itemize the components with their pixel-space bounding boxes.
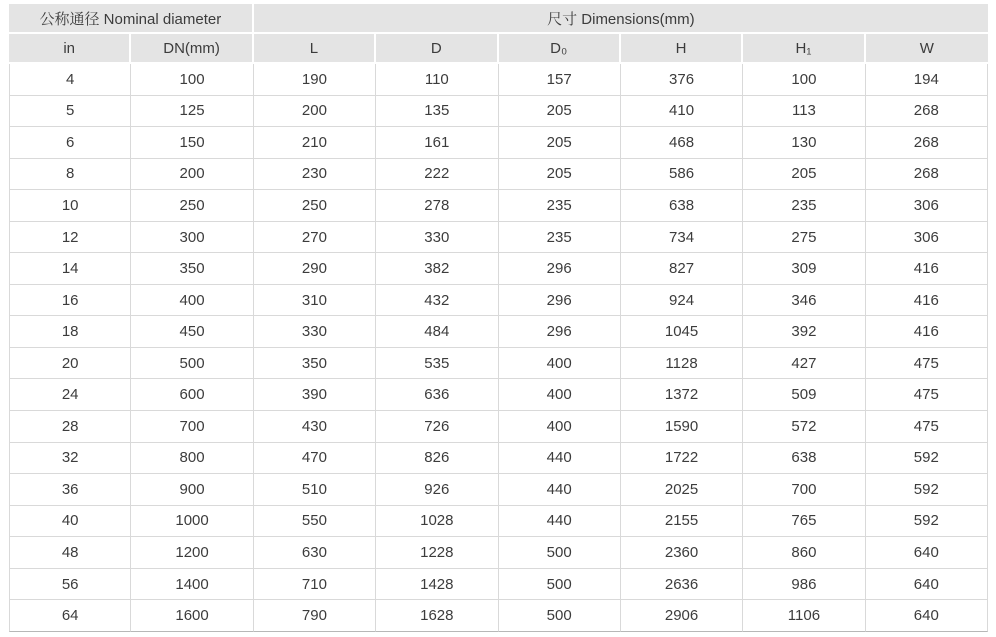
table-cell: 1228 xyxy=(376,537,498,569)
table-cell: 306 xyxy=(866,222,988,254)
group-header-nominal-diameter: 公称通径 Nominal diameter xyxy=(9,4,254,34)
table-cell: 382 xyxy=(376,253,498,285)
table-cell: 100 xyxy=(131,64,253,96)
table-cell: 586 xyxy=(621,159,743,191)
table-cell: 790 xyxy=(254,600,376,632)
table-cell: 440 xyxy=(499,506,621,538)
table-cell: 640 xyxy=(866,537,988,569)
table-cell: 270 xyxy=(254,222,376,254)
table-row xyxy=(9,411,988,443)
table-cell: 10 xyxy=(9,190,131,222)
table-row xyxy=(9,443,988,475)
table-cell: 535 xyxy=(376,348,498,380)
table-cell: 600 xyxy=(131,379,253,411)
table-cell: 636 xyxy=(376,379,498,411)
table-cell: 210 xyxy=(254,127,376,159)
table-cell: 2360 xyxy=(621,537,743,569)
table-cell: 1722 xyxy=(621,443,743,475)
table-cell: 410 xyxy=(621,96,743,128)
table-cell: 710 xyxy=(254,569,376,601)
table-cell: 330 xyxy=(376,222,498,254)
table-cell: 800 xyxy=(131,443,253,475)
table-cell: 296 xyxy=(499,316,621,348)
table-cell: 14 xyxy=(9,253,131,285)
table-cell: 309 xyxy=(743,253,865,285)
column-header-cell: D xyxy=(376,34,498,64)
table-cell: 924 xyxy=(621,285,743,317)
table-cell: 638 xyxy=(621,190,743,222)
table-cell: 1628 xyxy=(376,600,498,632)
table-cell: 470 xyxy=(254,443,376,475)
dimensions-table xyxy=(9,4,988,632)
table-cell: 190 xyxy=(254,64,376,96)
table-cell: 986 xyxy=(743,569,865,601)
table-cell: 500 xyxy=(499,569,621,601)
table-cell: 630 xyxy=(254,537,376,569)
table-cell: 1372 xyxy=(621,379,743,411)
table-cell: 275 xyxy=(743,222,865,254)
table-cell: 350 xyxy=(131,253,253,285)
table-cell: 5 xyxy=(9,96,131,128)
table-cell: 390 xyxy=(254,379,376,411)
table-row xyxy=(9,253,988,285)
table-cell: 430 xyxy=(254,411,376,443)
table-cell: 350 xyxy=(254,348,376,380)
table-cell: 475 xyxy=(866,411,988,443)
table-row xyxy=(9,222,988,254)
table-cell: 4 xyxy=(9,64,131,96)
table-cell: 205 xyxy=(743,159,865,191)
table-cell: 416 xyxy=(866,285,988,317)
table-cell: 416 xyxy=(866,316,988,348)
column-header-cell: L xyxy=(254,34,376,64)
table-cell: 150 xyxy=(131,127,253,159)
group-header-dimensions: 尺寸 Dimensions(mm) xyxy=(254,4,988,34)
table-cell: 572 xyxy=(743,411,865,443)
table-cell: 24 xyxy=(9,379,131,411)
table-row xyxy=(9,127,988,159)
column-header-cell: DN(mm) xyxy=(131,34,253,64)
table-cell: 1000 xyxy=(131,506,253,538)
table-row xyxy=(9,190,988,222)
table-cell: 205 xyxy=(499,159,621,191)
table-cell: 306 xyxy=(866,190,988,222)
table-cell: 475 xyxy=(866,348,988,380)
table-cell: 8 xyxy=(9,159,131,191)
table-cell: 235 xyxy=(499,222,621,254)
table-cell: 100 xyxy=(743,64,865,96)
table-cell: 860 xyxy=(743,537,865,569)
column-header-cell: in xyxy=(9,34,131,64)
table-cell: 12 xyxy=(9,222,131,254)
column-header-cell: D₀ xyxy=(499,34,621,64)
table-cell: 484 xyxy=(376,316,498,348)
table-cell: 400 xyxy=(499,379,621,411)
table-cell: 48 xyxy=(9,537,131,569)
table-body xyxy=(9,64,988,632)
table-cell: 200 xyxy=(254,96,376,128)
table-cell: 926 xyxy=(376,474,498,506)
table-cell: 278 xyxy=(376,190,498,222)
table-cell: 235 xyxy=(743,190,865,222)
table-cell: 440 xyxy=(499,474,621,506)
table-cell: 194 xyxy=(866,64,988,96)
table-cell: 2025 xyxy=(621,474,743,506)
table-cell: 20 xyxy=(9,348,131,380)
table-row xyxy=(9,64,988,96)
table-cell: 392 xyxy=(743,316,865,348)
table-row xyxy=(9,159,988,191)
table-cell: 2636 xyxy=(621,569,743,601)
group-header-row xyxy=(9,4,988,34)
table-row xyxy=(9,379,988,411)
table-cell: 500 xyxy=(499,537,621,569)
table-cell: 200 xyxy=(131,159,253,191)
table-cell: 510 xyxy=(254,474,376,506)
table-cell: 700 xyxy=(131,411,253,443)
table-cell: 500 xyxy=(131,348,253,380)
table-cell: 1428 xyxy=(376,569,498,601)
table-cell: 28 xyxy=(9,411,131,443)
table-cell: 346 xyxy=(743,285,865,317)
table-cell: 18 xyxy=(9,316,131,348)
table-cell: 432 xyxy=(376,285,498,317)
table-cell: 268 xyxy=(866,127,988,159)
table-cell: 475 xyxy=(866,379,988,411)
table-cell: 1128 xyxy=(621,348,743,380)
table-cell: 450 xyxy=(131,316,253,348)
table-cell: 36 xyxy=(9,474,131,506)
table-row xyxy=(9,348,988,380)
table-cell: 416 xyxy=(866,253,988,285)
table-cell: 440 xyxy=(499,443,621,475)
table-cell: 135 xyxy=(376,96,498,128)
table-cell: 300 xyxy=(131,222,253,254)
table-cell: 592 xyxy=(866,443,988,475)
table-cell: 64 xyxy=(9,600,131,632)
table-cell: 592 xyxy=(866,506,988,538)
table-cell: 400 xyxy=(499,348,621,380)
table-cell: 235 xyxy=(499,190,621,222)
table-row xyxy=(9,285,988,317)
column-header-cell: H₁ xyxy=(743,34,865,64)
table-cell: 734 xyxy=(621,222,743,254)
table-cell: 310 xyxy=(254,285,376,317)
table-row xyxy=(9,474,988,506)
table-cell: 130 xyxy=(743,127,865,159)
column-header-cell: H xyxy=(621,34,743,64)
table-cell: 290 xyxy=(254,253,376,285)
table-row xyxy=(9,600,988,632)
table-cell: 726 xyxy=(376,411,498,443)
table-cell: 640 xyxy=(866,600,988,632)
table-cell: 400 xyxy=(499,411,621,443)
table-row xyxy=(9,506,988,538)
table-cell: 500 xyxy=(499,600,621,632)
table-cell: 2155 xyxy=(621,506,743,538)
table-cell: 509 xyxy=(743,379,865,411)
column-header-row xyxy=(9,34,988,64)
table-cell: 330 xyxy=(254,316,376,348)
table-cell: 826 xyxy=(376,443,498,475)
table-cell: 268 xyxy=(866,96,988,128)
table-cell: 113 xyxy=(743,96,865,128)
table-cell: 550 xyxy=(254,506,376,538)
table-header xyxy=(9,4,988,64)
column-header-cell: W xyxy=(866,34,988,64)
table-cell: 296 xyxy=(499,285,621,317)
table-cell: 125 xyxy=(131,96,253,128)
table-cell: 250 xyxy=(131,190,253,222)
table-cell: 1028 xyxy=(376,506,498,538)
table-cell: 40 xyxy=(9,506,131,538)
table-cell: 6 xyxy=(9,127,131,159)
table-cell: 205 xyxy=(499,96,621,128)
table-cell: 1600 xyxy=(131,600,253,632)
table-cell: 1045 xyxy=(621,316,743,348)
table-cell: 56 xyxy=(9,569,131,601)
table-cell: 1200 xyxy=(131,537,253,569)
table-cell: 250 xyxy=(254,190,376,222)
table-cell: 638 xyxy=(743,443,865,475)
table-cell: 205 xyxy=(499,127,621,159)
table-cell: 157 xyxy=(499,64,621,96)
table-cell: 765 xyxy=(743,506,865,538)
table-cell: 32 xyxy=(9,443,131,475)
table-cell: 700 xyxy=(743,474,865,506)
table-cell: 1106 xyxy=(743,600,865,632)
table-cell: 376 xyxy=(621,64,743,96)
table-row xyxy=(9,569,988,601)
table-cell: 222 xyxy=(376,159,498,191)
table-cell: 427 xyxy=(743,348,865,380)
table-cell: 468 xyxy=(621,127,743,159)
table-cell: 640 xyxy=(866,569,988,601)
table-row xyxy=(9,316,988,348)
table-cell: 1590 xyxy=(621,411,743,443)
table-cell: 16 xyxy=(9,285,131,317)
table-cell: 161 xyxy=(376,127,498,159)
table-row xyxy=(9,537,988,569)
table-cell: 110 xyxy=(376,64,498,96)
table-cell: 900 xyxy=(131,474,253,506)
table-cell: 268 xyxy=(866,159,988,191)
table-cell: 400 xyxy=(131,285,253,317)
table-cell: 296 xyxy=(499,253,621,285)
table-row xyxy=(9,96,988,128)
table-cell: 1400 xyxy=(131,569,253,601)
table-cell: 2906 xyxy=(621,600,743,632)
table-cell: 230 xyxy=(254,159,376,191)
table-cell: 592 xyxy=(866,474,988,506)
table-cell: 827 xyxy=(621,253,743,285)
